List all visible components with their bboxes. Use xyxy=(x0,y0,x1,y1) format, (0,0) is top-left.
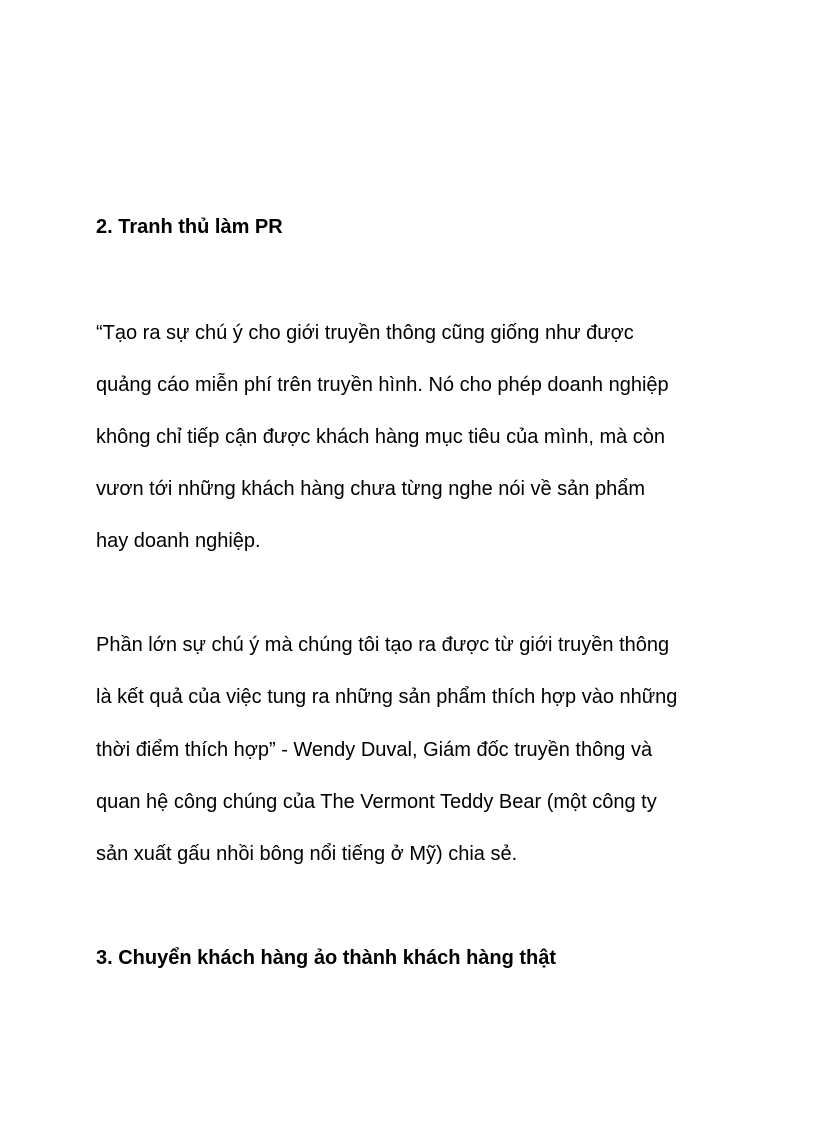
paragraph-line: thời điểm thích hợp” - Wendy Duval, Giám đốc truyền thông và xyxy=(96,739,653,761)
paragraph-line: vươn tới những khách hàng chưa từng nghe nói về sản phẩm xyxy=(96,478,646,500)
paragraph-line: là kết quả của việc tung ra những sản phẩm thích hợp vào những xyxy=(96,686,678,708)
paragraph-line: Phần lớn sự chú ý mà chúng tôi tạo ra được từ giới truyền thông xyxy=(96,634,670,656)
paragraph-line: hay doanh nghiệp. xyxy=(96,530,261,552)
paragraph-line: không chỉ tiếp cận được khách hàng mục tiêu của mình, mà còn xyxy=(96,426,666,448)
paragraph-line: quan hệ công chúng của The Vermont Teddy Bear (một công ty xyxy=(96,791,657,813)
section-heading-customers: 3. Chuyển khách hàng ảo thành khách hàng thật xyxy=(96,947,557,969)
paragraph-line: quảng cáo miễn phí trên truyền hình. Nó cho phép doanh nghiệp xyxy=(96,374,669,396)
paragraph-line: sản xuất gấu nhồi bông nổi tiếng ở Mỹ) chia sẻ. xyxy=(96,843,518,865)
paragraph-line: “Tạo ra sự chú ý cho giới truyền thông cũng giống như được xyxy=(96,322,634,344)
section-heading-pr: 2. Tranh thủ làm PR xyxy=(96,216,283,238)
